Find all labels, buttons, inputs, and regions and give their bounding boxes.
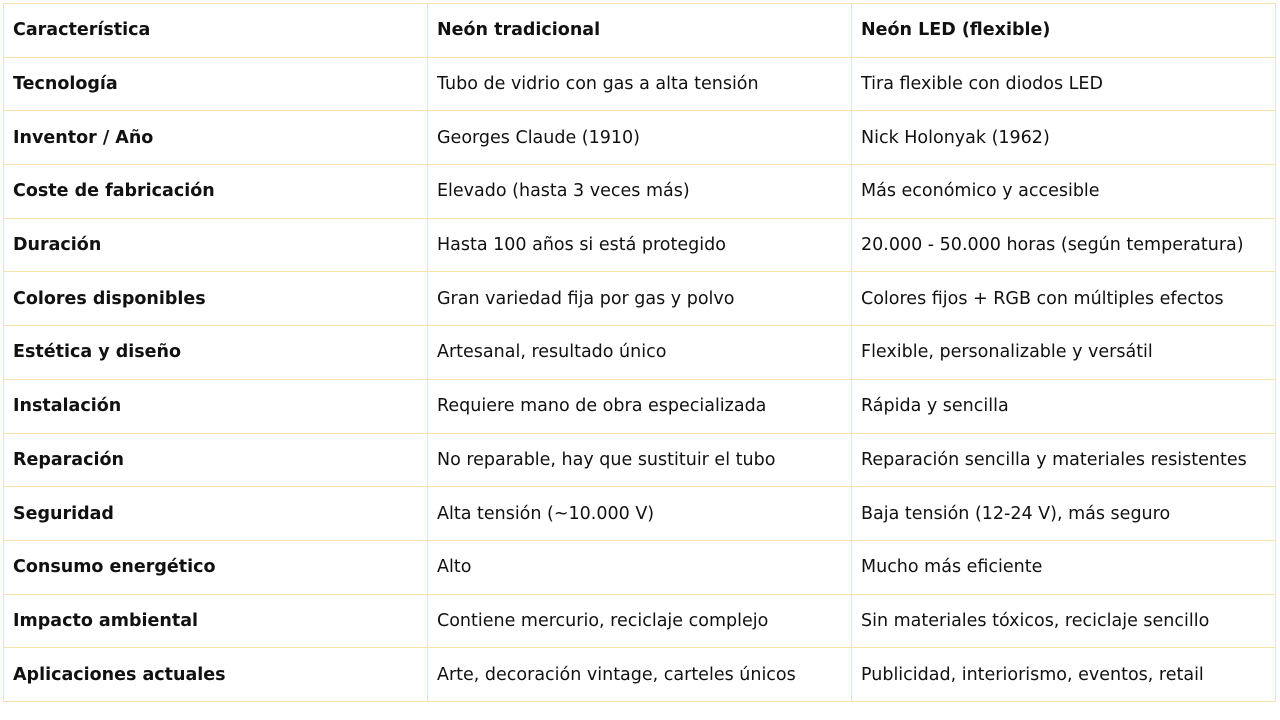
row-feature: Instalación [4, 379, 428, 433]
header-row [4, 4, 1276, 58]
table-row [4, 540, 1276, 594]
row-led: Tira flexible con diodos LED [852, 57, 1276, 111]
row-traditional: Alto [428, 540, 852, 594]
row-led: Mucho más eficiente [852, 540, 1276, 594]
header-traditional-neon: Neón tradicional [428, 4, 852, 58]
comparison-table [3, 3, 1276, 702]
row-feature: Duración [4, 218, 428, 272]
row-led: Colores fijos + RGB con múltiples efectos [852, 272, 1276, 326]
header-feature: Característica [4, 4, 428, 58]
row-feature: Estética y diseño [4, 326, 428, 380]
row-traditional: Contiene mercurio, reciclaje complejo [428, 594, 852, 648]
row-traditional: Artesanal, resultado único [428, 326, 852, 380]
table-row [4, 487, 1276, 541]
table-body [4, 57, 1276, 701]
table-header [4, 4, 1276, 58]
row-led: Sin materiales tóxicos, reciclaje sencillo [852, 594, 1276, 648]
row-traditional: Georges Claude (1910) [428, 111, 852, 165]
table-row [4, 326, 1276, 380]
row-traditional: Arte, decoración vintage, carteles únicos [428, 648, 852, 702]
table-row [4, 648, 1276, 702]
row-feature: Colores disponibles [4, 272, 428, 326]
row-led: 20.000 - 50.000 horas (según temperatura) [852, 218, 1276, 272]
table-row [4, 379, 1276, 433]
row-traditional: Hasta 100 años si está protegido [428, 218, 852, 272]
row-feature: Inventor / Año [4, 111, 428, 165]
table-row [4, 272, 1276, 326]
row-traditional: Gran variedad fija por gas y polvo [428, 272, 852, 326]
row-feature: Reparación [4, 433, 428, 487]
row-traditional: Requiere mano de obra especializada [428, 379, 852, 433]
comparison-table-container [3, 3, 1275, 702]
table-row [4, 165, 1276, 219]
table-row [4, 218, 1276, 272]
table-row [4, 57, 1276, 111]
row-feature: Impacto ambiental [4, 594, 428, 648]
row-led: Rápida y sencilla [852, 379, 1276, 433]
row-led: Más económico y accesible [852, 165, 1276, 219]
row-feature: Coste de fabricación [4, 165, 428, 219]
table-row [4, 433, 1276, 487]
row-traditional: No reparable, hay que sustituir el tubo [428, 433, 852, 487]
row-traditional: Tubo de vidrio con gas a alta tensión [428, 57, 852, 111]
row-led: Baja tensión (12-24 V), más seguro [852, 487, 1276, 541]
row-led: Reparación sencilla y materiales resistentes [852, 433, 1276, 487]
row-traditional: Elevado (hasta 3 veces más) [428, 165, 852, 219]
row-led: Publicidad, interiorismo, eventos, retail [852, 648, 1276, 702]
row-led: Flexible, personalizable y versátil [852, 326, 1276, 380]
row-feature: Seguridad [4, 487, 428, 541]
header-led-neon: Neón LED (flexible) [852, 4, 1276, 58]
row-feature: Consumo energético [4, 540, 428, 594]
row-feature: Aplicaciones actuales [4, 648, 428, 702]
row-led: Nick Holonyak (1962) [852, 111, 1276, 165]
row-feature: Tecnología [4, 57, 428, 111]
row-traditional: Alta tensión (~10.000 V) [428, 487, 852, 541]
table-row [4, 594, 1276, 648]
table-row [4, 111, 1276, 165]
